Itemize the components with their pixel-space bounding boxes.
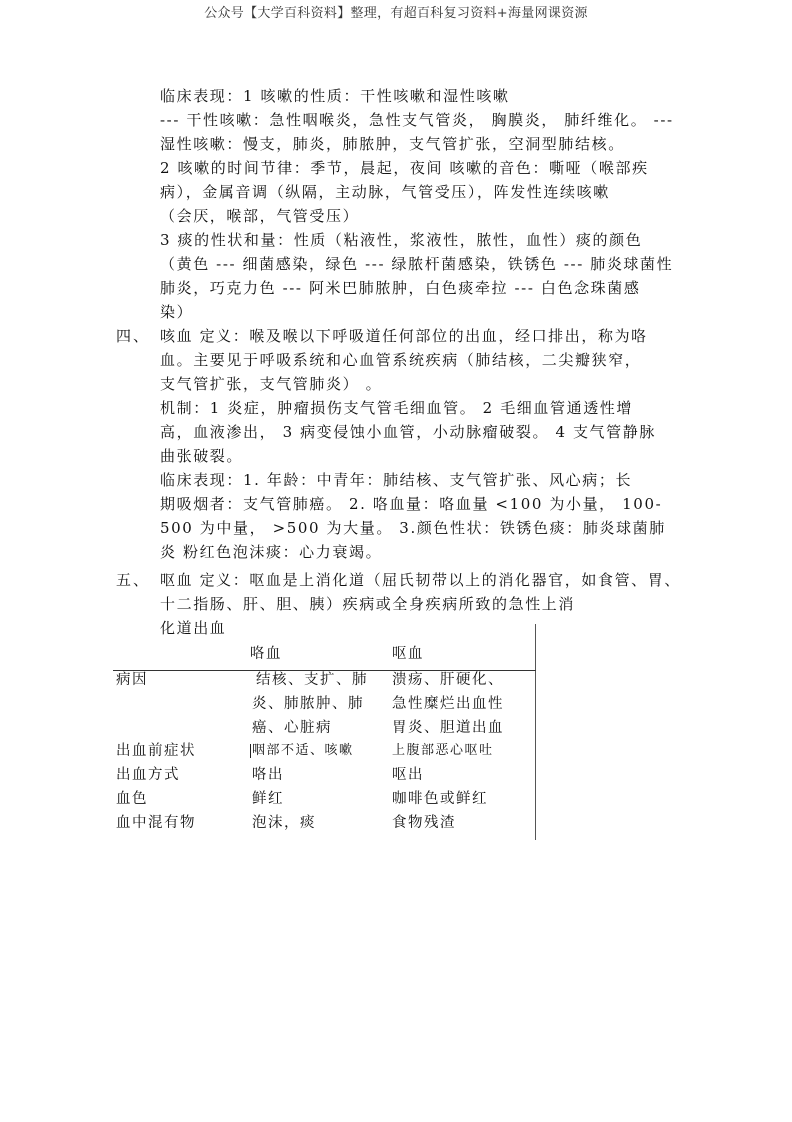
text-line: 血。主要见于呼吸系统和心血管系统疾病（肺结核，二尖瓣狭窄， — [160, 351, 642, 369]
table-cell: 鲜红 — [252, 791, 284, 807]
table-cell: 癌、心脏病 — [252, 720, 332, 736]
text-line: 500 为中量， >500 为大量。 3.颜色性状：铁锈色痰：肺炎球菌肺 — [160, 519, 666, 537]
table-row-label: 血中混有物 — [116, 815, 196, 831]
text-line: 临床表现：1 咳嗽的性质：干性咳嗽和湿性咳嗽 — [160, 87, 510, 105]
table-row-label: 病因 — [116, 672, 148, 688]
text-line: 3 痰的性状和量：性质（粘液性，浆液性，脓性，血性）痰的颜色 — [160, 231, 643, 249]
text-line: 咳血 定义：喉及喉以下呼吸道任何部位的出血，经口排出，称为咯 — [160, 327, 648, 345]
table-cell: 咯出 — [252, 767, 284, 783]
table-header-hemoptysis: 咯血 — [250, 646, 282, 662]
table-cell: 溃疡、肝硬化、 — [392, 672, 504, 688]
text-line: 高，血液渗出， 3 病变侵蚀小血管，小动脉瘤破裂。 4 支气管静脉 — [160, 423, 656, 441]
text-line: 染） — [160, 303, 194, 321]
table-row-label: 出血方式 — [116, 767, 180, 783]
table-cell: 食物残渣 — [392, 815, 456, 831]
text-line: 2 咳嗽的时间节律：季节，晨起，夜间 咳嗽的音色：嘶哑（喉部疾 — [160, 159, 649, 177]
text-line: 临床表现：1. 年龄：中青年：肺结核、支气管扩张、风心病；长 — [160, 471, 633, 489]
table-cell: 炎、肺脓肿、肺 — [252, 696, 364, 712]
table-cell: 咖啡色或鲜红 — [392, 791, 488, 807]
table-cell: 呕出 — [392, 767, 424, 783]
table-row-label: 出血前症状 — [116, 743, 196, 759]
section-marker-four: 四、 — [116, 327, 151, 345]
table-cell: 泡沫，痰 — [252, 815, 316, 831]
table-right-border — [535, 624, 536, 840]
text-line: 病），金属音调（纵隔，主动脉，气管受压），阵发性连续咳嗽 — [160, 183, 610, 201]
table-cell: 胃炎、胆道出血 — [392, 720, 504, 736]
table-cell: 急性糜烂出血性 — [392, 696, 504, 712]
table-cell: 咽部不适、咳嗽 — [252, 743, 354, 758]
page-header-banner: 公众号【大学百科资料】整理，有超百科复习资料+海量网课资源 — [204, 6, 588, 21]
text-cursor — [250, 744, 251, 758]
text-line: 呕血 定义：呕血是上消化道（屈氏韧带以上的消化器官，如食管、胃、 — [160, 571, 681, 589]
table-cell: 结核、支扩、肺 — [256, 672, 368, 688]
text-line: （黄色 --- 细菌感染，绿色 --- 绿脓杆菌感染，铁锈色 --- 肺炎球菌性 — [160, 255, 674, 273]
table-row-label: 血色 — [116, 791, 148, 807]
text-line: 机制：1 炎症，肿瘤损伤支气管毛细血管。 2 毛细血管通透性增 — [160, 399, 633, 417]
table-header-hematemesis: 呕血 — [392, 646, 424, 662]
text-line: （会厌，喉部，气管受压） — [160, 207, 360, 225]
text-line: 化道出血 — [160, 619, 227, 637]
text-line: 肺炎，巧克力色 --- 阿米巴肺脓肿，白色痰牵拉 --- 白色念珠菌感 — [160, 279, 641, 297]
text-line: 炎 粉红色泡沫痰：心力衰竭。 — [160, 543, 383, 561]
text-line: 曲张破裂。 — [160, 447, 244, 465]
text-line: 湿性咳嗽：慢支，肺炎，肺脓肿，支气管扩张，空洞型肺结核。 — [160, 135, 625, 153]
text-line: 期吸烟者：支气管肺癌。 2. 咯血量：咯血量 <100 为小量， 100- — [160, 495, 663, 513]
table-cell: 上腹部恶心呕吐 — [392, 743, 494, 758]
text-line: 支气管扩张，支气管肺炎） 。 — [160, 375, 383, 393]
section-marker-five: 五、 — [116, 571, 151, 589]
text-line: 十二指肠、肝、胆、胰）疾病或全身疾病所致的急性上消 — [160, 595, 576, 613]
text-line: --- 干性咳嗽：急性咽喉炎，急性支气管炎， 胸膜炎， 肺纤维化。 --- — [160, 111, 674, 129]
